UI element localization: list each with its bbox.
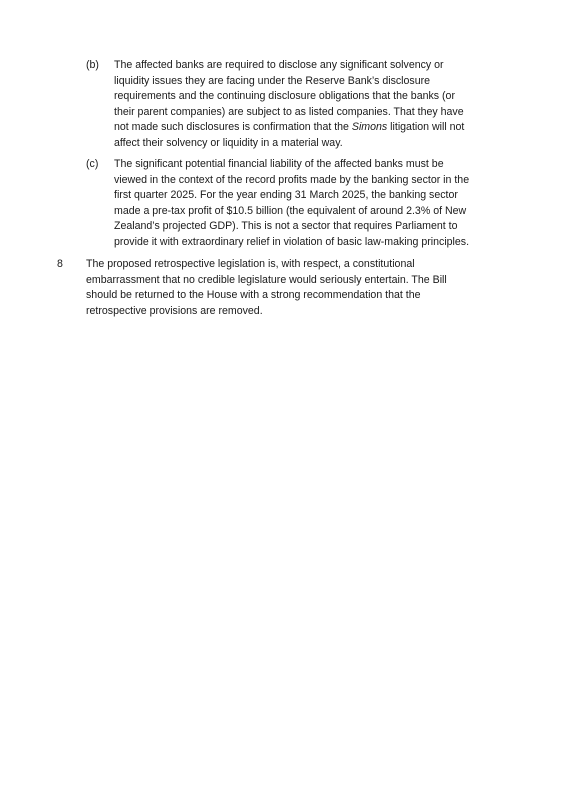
paragraph-number: 8 bbox=[57, 258, 63, 270]
text-line: should be returned to the House with a strong recommendation that the bbox=[86, 289, 421, 302]
text-line: Zealand’s projected GDP). This is not a sector that requires Parliament to bbox=[114, 220, 458, 233]
subparagraph-text bbox=[114, 58, 504, 152]
subparagraph-text bbox=[114, 157, 504, 251]
text-line: viewed in the context of the record profits made by the banking sector in the bbox=[114, 173, 470, 186]
text-line: The proposed retrospective legislation is, with respect, a constitutional bbox=[86, 258, 415, 270]
text-line: provide it with extraordinary relief in violation of basic law-making principles. bbox=[114, 235, 470, 248]
text-line: embarrassment that no credible legislature would seriously entertain. The Bill bbox=[86, 273, 447, 286]
text-line: affect their solvency or liquidity in a material way. bbox=[114, 136, 343, 149]
text-line: liquidity issues they are facing under the Reserve Bank’s disclosure bbox=[114, 74, 431, 87]
text-line bbox=[114, 120, 504, 136]
text-line: requirements and the continuing disclosure obligations that the banks (or bbox=[114, 90, 455, 103]
text-line: first quarter 2025. For the year ending 31 March 2025, the banking sector bbox=[114, 189, 458, 202]
text-line: The affected banks are required to disclose any significant solvency or bbox=[114, 59, 444, 71]
subparagraph-marker: (c) bbox=[86, 158, 99, 170]
text-line: retrospective provisions are removed. bbox=[86, 304, 263, 317]
text-line: their parent companies) are subject to as listed companies. That they have bbox=[114, 105, 464, 118]
case-name-italic: Simons bbox=[351, 121, 388, 134]
paragraph-text bbox=[86, 257, 506, 319]
text-line: made a pre-tax profit of $10.5 billion (the equivalent of around 2.3% of New bbox=[114, 204, 467, 217]
subparagraph-marker: (b) bbox=[86, 59, 99, 71]
text-segment: not made such disclosures is confirmation that the bbox=[114, 121, 352, 134]
text-segment: litigation will not bbox=[387, 121, 465, 134]
text-line: The significant potential financial liability of the affected banks must be bbox=[114, 158, 444, 170]
